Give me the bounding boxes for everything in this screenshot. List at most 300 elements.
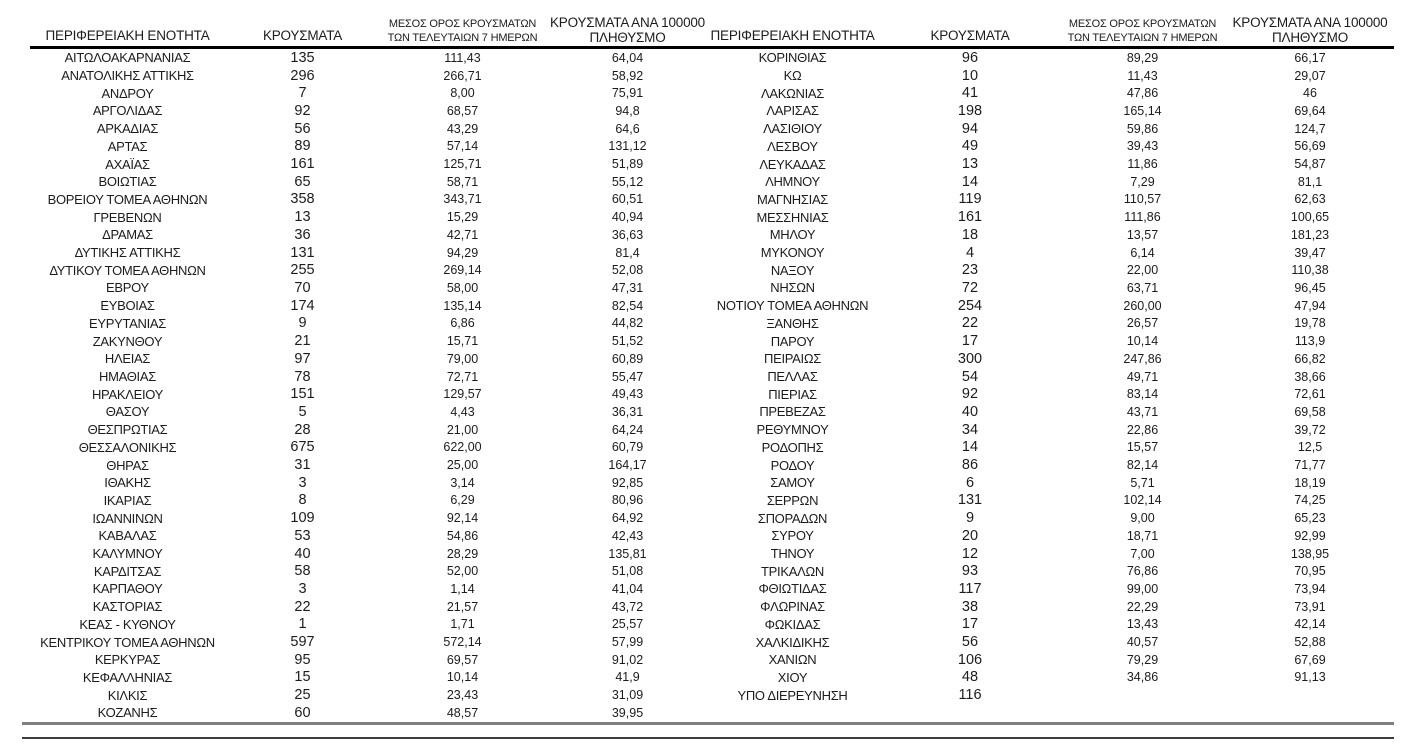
- avg7-cell: 22,29: [1126, 599, 1159, 614]
- per100k-cell: 47,31: [611, 280, 644, 295]
- avg7-cell: [1065, 686, 1220, 704]
- cases-cell: 86: [961, 457, 979, 474]
- region-cell: ΥΠΟ ΔΙΕΡΕΥΝΗΣΗ: [737, 687, 848, 703]
- region-cell: ΦΛΩΡΙΝΑΣ: [760, 599, 825, 615]
- avg7-cell: 63,71: [1126, 280, 1159, 295]
- region-cell: ΒΟΙΩΤΙΑΣ: [98, 174, 157, 190]
- cases-cell: 675: [290, 439, 315, 456]
- per100k-cell: 52,08: [611, 263, 644, 278]
- cases-cell: 1: [298, 616, 307, 633]
- avg7-cell: 247,86: [1123, 351, 1162, 366]
- cases-cell: 93: [961, 563, 979, 580]
- avg7-cell: 343,71: [443, 192, 482, 207]
- cases-cell: 597: [290, 634, 315, 651]
- per100k-cell: 36,31: [611, 404, 644, 419]
- region-cell: ΑΝΑΤΟΛΙΚΗΣ ΑΤΤΙΚΗΣ: [61, 68, 194, 84]
- avg7-cell: 10,14: [446, 670, 479, 685]
- cases-cell: 96: [961, 49, 979, 66]
- avg7-cell: 42,71: [446, 227, 479, 242]
- avg7-cell: [1065, 704, 1220, 722]
- region-cell: ΠΙΕΡΙΑΣ: [768, 386, 817, 402]
- region-cell: ΕΒΡΟΥ: [106, 280, 149, 296]
- per100k-cell: 72,61: [1294, 387, 1326, 402]
- cases-cell: 65: [294, 173, 311, 190]
- cases-cell: 23: [961, 262, 979, 279]
- avg7-cell: 11,43: [1127, 68, 1158, 83]
- cases-cell: 58: [294, 563, 311, 580]
- region-cell: ΑΧΑΪΑΣ: [105, 156, 150, 172]
- cases-cell: 54: [961, 368, 979, 385]
- per100k-cell: 31,09: [611, 688, 644, 703]
- header-avg7-left-line2: ΤΩΝ ΤΕΛΕΥΤΑΙΩΝ 7 ΗΜΕΡΩΝ: [387, 31, 538, 44]
- per100k-cell: 42,14: [1294, 617, 1326, 632]
- avg7-cell: 92,14: [446, 511, 479, 526]
- per100k-cell: 181,23: [1290, 227, 1330, 242]
- per100k-cell: 46: [1303, 86, 1317, 101]
- avg7-cell: 10,14: [1126, 334, 1159, 349]
- cases-cell: 6: [965, 474, 975, 491]
- cases-cell: 92: [294, 102, 311, 119]
- cases-cell: 358: [290, 191, 315, 208]
- per100k-cell: 64,04: [611, 50, 644, 65]
- cases-cell: 92: [961, 386, 979, 403]
- cases-cell: 56: [961, 634, 979, 651]
- cases-cell: 4: [965, 244, 975, 261]
- cases-cell: 40: [294, 545, 311, 562]
- avg7-cell: 6,14: [1130, 245, 1155, 260]
- region-cell: ΤΡΙΚΑΛΩΝ: [761, 563, 824, 579]
- region-cell: ΚΑΡΠΑΘΟΥ: [92, 581, 163, 597]
- region-cell: ΜΑΓΝΗΣΙΑΣ: [756, 191, 829, 207]
- avg7-cell: 54,86: [446, 528, 479, 543]
- avg7-cell: 6,86: [450, 316, 475, 331]
- avg7-cell: 72,71: [446, 369, 479, 384]
- cases-cell: 21: [294, 333, 311, 350]
- avg7-cell: 79,00: [446, 351, 479, 366]
- header-cases-right: ΚΡΟΥΣΜΑΤΑ: [930, 28, 1010, 43]
- per100k-cell: 54,87: [1294, 157, 1326, 172]
- per100k-cell: 91,13: [1294, 670, 1326, 685]
- cases-cell: 97: [294, 350, 311, 367]
- cases-cell: 38: [961, 598, 979, 615]
- per100k-cell: 74,25: [1294, 493, 1326, 508]
- cases-cell: 300: [957, 350, 983, 367]
- region-cell: ΛΗΜΝΟΥ: [765, 174, 820, 190]
- per100k-cell: 67,69: [1294, 652, 1326, 667]
- avg7-cell: 269,14: [443, 263, 482, 278]
- region-cell: ΚΑΡΔΙΤΣΑΣ: [93, 563, 162, 579]
- cases-cell: 89: [294, 138, 311, 155]
- per100k-cell: 81,1: [1297, 174, 1323, 189]
- per100k-cell: 70,95: [1294, 564, 1326, 579]
- avg7-cell: 18,71: [1126, 528, 1159, 543]
- region-cell: ΚΕΝΤΡΙΚΟΥ ΤΟΜΕΑ ΑΘΗΝΩΝ: [40, 634, 215, 650]
- per100k-cell: 49,43: [611, 387, 644, 402]
- per100k-cell: 41,04: [611, 581, 644, 596]
- avg7-cell: 68,57: [446, 103, 479, 118]
- per100k-cell: 55,47: [611, 369, 644, 384]
- cases-cell: 106: [957, 651, 983, 668]
- header-region-left: ΠΕΡΙΦΕΡΕΙΑΚΗ ΕΝΟΤΗΤΑ: [45, 28, 210, 43]
- header-per100k-left-line1: ΚΡΟΥΣΜΑΤΑ ΑΝΑ 100000: [550, 15, 705, 30]
- per100k-cell: 71,77: [1294, 458, 1326, 473]
- avg7-cell: 58,71: [446, 174, 479, 189]
- per100k-cell: 66,82: [1294, 351, 1326, 366]
- avg7-cell: 43,29: [446, 121, 479, 136]
- bottom-rule-1: [22, 722, 1394, 725]
- per100k-cell: 80,96: [611, 493, 644, 508]
- header-per100k-right-line2: ΠΛΗΘΥΣΜΟ: [1271, 30, 1349, 45]
- avg7-cell: 40,57: [1126, 635, 1159, 650]
- cases-cell: 15: [294, 669, 311, 686]
- avg7-cell: 82,14: [1126, 458, 1159, 473]
- region-cell: ΚΕΑΣ - ΚΥΘΝΟΥ: [79, 616, 176, 632]
- region-cell: ΕΥΒΟΙΑΣ: [100, 298, 155, 314]
- cases-cell: 25: [294, 687, 311, 704]
- per100k-cell: 52,88: [1294, 635, 1326, 650]
- cases-cell: 151: [290, 386, 315, 403]
- avg7-cell: 11,86: [1127, 157, 1158, 172]
- header-avg7-left: [380, 19, 545, 46]
- avg7-cell: 13,43: [1126, 617, 1159, 632]
- cases-cell: 60: [294, 704, 311, 721]
- region-cell: ΚΙΛΚΙΣ: [107, 687, 148, 703]
- cases-cell: 17: [961, 616, 979, 633]
- cases-cell: 34: [961, 421, 979, 438]
- region-cell: ΑΡΚΑΔΙΑΣ: [96, 121, 159, 137]
- region-cell: ΗΛΕΙΑΣ: [104, 351, 151, 367]
- cases-cell: 22: [961, 315, 979, 332]
- cases-cell: 9: [965, 510, 975, 527]
- cases-cell: 14: [961, 439, 979, 456]
- per100k-cell: 66,17: [1294, 50, 1326, 65]
- header-avg7-left-line1: ΜΕΣΟΣ ΟΡΟΣ ΚΡΟΥΣΜΑΤΩΝ: [388, 18, 537, 30]
- cases-cell: [875, 704, 1065, 722]
- per100k-cell: 91,02: [611, 652, 644, 667]
- per100k-cell: 51,52: [611, 334, 644, 349]
- avg7-cell: 110,57: [1123, 192, 1162, 207]
- cases-cell: 53: [294, 527, 311, 544]
- region-cell: ΡΟΔΟΥ: [770, 457, 815, 473]
- region-cell: [710, 704, 875, 722]
- cases-cell: 95: [294, 651, 311, 668]
- per100k-cell: 18,19: [1294, 475, 1326, 490]
- region-cell: ΧΑΛΚΙΔΙΚΗΣ: [755, 634, 830, 650]
- cases-cell: 161: [290, 156, 315, 173]
- avg7-cell: 7,00: [1130, 546, 1155, 561]
- region-cell: ΑΡΤΑΣ: [107, 138, 148, 154]
- avg7-cell: 111,43: [444, 50, 481, 65]
- avg7-cell: 83,14: [1126, 387, 1159, 402]
- cases-cell: 8: [298, 492, 307, 509]
- region-cell: ΞΑΝΘΗΣ: [766, 315, 819, 331]
- per100k-cell: 73,94: [1294, 581, 1326, 596]
- header-cases-left: ΚΡΟΥΣΜΑΤΑ: [262, 28, 343, 43]
- avg7-cell: 7,29: [1130, 174, 1155, 189]
- cases-cell: 14: [961, 173, 979, 190]
- cases-cell: 296: [290, 67, 315, 84]
- avg7-cell: 43,71: [1126, 404, 1159, 419]
- region-cell: ΘΗΡΑΣ: [106, 457, 149, 473]
- avg7-cell: 22,86: [1126, 422, 1159, 437]
- cases-cell: 49: [961, 138, 979, 155]
- cases-cell: 28: [294, 421, 311, 438]
- cases-cell: 7: [298, 85, 307, 102]
- per100k-cell: 69,58: [1294, 404, 1326, 419]
- region-cell: ΝΟΤΙΟΥ ΤΟΜΕΑ ΑΘΗΝΩΝ: [716, 298, 869, 314]
- per100k-cell: 29,07: [1294, 68, 1326, 83]
- region-cell: ΚΕΡΚΥΡΑΣ: [94, 652, 161, 668]
- avg7-cell: 260,00: [1123, 298, 1162, 313]
- region-cell: ΑΝΔΡΟΥ: [101, 85, 154, 101]
- cases-cell: 255: [290, 262, 315, 279]
- per100k-cell: 55,12: [611, 174, 644, 189]
- region-cell: ΝΑΞΟΥ: [770, 262, 815, 278]
- per100k-cell: 64,24: [611, 422, 644, 437]
- region-cell: ΤΗΝΟΥ: [770, 546, 815, 562]
- avg7-cell: 15,71: [446, 334, 479, 349]
- avg7-cell: 13,57: [1126, 227, 1159, 242]
- cases-cell: 3: [298, 580, 307, 597]
- cases-cell: 116: [958, 687, 982, 704]
- header-per100k-right-line1: ΚΡΟΥΣΜΑΤΑ ΑΝΑ 100000: [1232, 15, 1388, 30]
- avg7-cell: 1,14: [450, 581, 475, 596]
- bottom-rule-2: [22, 737, 1394, 739]
- region-cell: ΚΑΣΤΟΡΙΑΣ: [92, 599, 163, 615]
- avg7-cell: 69,57: [446, 652, 479, 667]
- region-cell: ΣΠΟΡΑΔΩΝ: [757, 510, 828, 526]
- per100k-cell: 82,54: [611, 298, 644, 313]
- region-cell: ΡΕΘΥΜΝΟΥ: [756, 422, 829, 438]
- per100k-cell: 60,89: [611, 351, 644, 366]
- cases-cell: 13: [294, 209, 311, 226]
- cases-cell: 198: [957, 102, 983, 119]
- region-cell: ΚΟΡΙΝΘΙΑΣ: [758, 50, 827, 66]
- per100k-cell: 42,43: [611, 528, 644, 543]
- header-avg7-right-line1: ΜΕΣΟΣ ΟΡΟΣ ΚΡΟΥΣΜΑΤΩΝ: [1068, 18, 1217, 30]
- per100k-cell: 135,81: [608, 546, 647, 561]
- region-cell: ΗΡΑΚΛΕΙΟΥ: [91, 386, 164, 402]
- per100k-cell: 131,12: [608, 139, 647, 154]
- avg7-cell: 8,00: [450, 86, 475, 101]
- avg7-cell: 622,00: [443, 440, 482, 455]
- avg7-cell: 15,57: [1126, 440, 1159, 455]
- cases-cell: 70: [294, 279, 311, 296]
- cases-cell: 18: [961, 226, 979, 243]
- avg7-cell: 129,57: [443, 387, 482, 402]
- avg7-cell: 125,71: [443, 157, 482, 172]
- per100k-cell: 110,38: [1291, 263, 1329, 278]
- avg7-cell: 57,14: [446, 139, 479, 154]
- per100k-cell: [1220, 704, 1400, 722]
- region-cell: ΕΥΡΥΤΑΝΙΑΣ: [88, 315, 167, 331]
- avg7-cell: 21,00: [446, 422, 479, 437]
- region-cell: ΘΕΣΠΡΩΤΙΑΣ: [87, 422, 168, 438]
- avg7-cell: 21,57: [446, 599, 479, 614]
- per100k-cell: 43,72: [611, 599, 644, 614]
- region-cell: ΚΑΒΑΛΑΣ: [98, 528, 157, 544]
- cases-cell: 254: [957, 297, 983, 314]
- cases-cell: 12: [961, 545, 979, 562]
- avg7-cell: 23,43: [446, 688, 479, 703]
- per100k-cell: 36,63: [611, 227, 644, 242]
- region-cell: ΚΩ: [783, 68, 802, 84]
- per100k-cell: 12,5: [1297, 440, 1323, 455]
- per100k-cell: 94,8: [615, 103, 640, 118]
- cases-cell: 31: [294, 457, 311, 474]
- region-cell: ΑΙΤΩΛΟΑΚΑΡΝΑΝΙΑΣ: [64, 50, 191, 66]
- avg7-cell: 99,00: [1126, 581, 1159, 596]
- per100k-cell: 40,94: [611, 210, 644, 225]
- cases-cell: 9: [298, 315, 307, 332]
- per100k-cell: 47,94: [1294, 298, 1326, 313]
- per100k-cell: 138,95: [1290, 546, 1330, 561]
- header-avg7-right: [1065, 19, 1220, 46]
- per100k-cell: 64,6: [615, 121, 640, 136]
- avg7-cell: 5,71: [1130, 475, 1155, 490]
- cases-cell: 161: [957, 209, 983, 226]
- per100k-cell: 64,92: [611, 511, 644, 526]
- region-cell: ΛΕΥΚΑΔΑΣ: [759, 156, 826, 172]
- cases-cell: 135: [290, 49, 315, 66]
- region-cell: ΛΑΣΙΘΙΟΥ: [763, 121, 822, 137]
- cases-cell: 117: [958, 580, 982, 597]
- region-cell: ΛΑΡΙΣΑΣ: [766, 103, 819, 119]
- cases-cell: 56: [294, 120, 311, 137]
- per100k-cell: 41,9: [615, 670, 640, 685]
- region-cell: ΔΥΤΙΚΟΥ ΤΟΜΕΑ ΑΘΗΝΩΝ: [49, 262, 206, 278]
- cases-cell: 41: [961, 85, 979, 102]
- avg7-cell: 59,86: [1126, 121, 1159, 136]
- cases-cell: 3: [298, 474, 307, 491]
- cases-cell: 20: [961, 527, 979, 544]
- region-cell: ΗΜΑΘΙΑΣ: [99, 369, 156, 384]
- avg7-cell: 15,29: [446, 210, 479, 225]
- avg7-cell: 1,71: [450, 617, 475, 632]
- header-per100k-left-line2: ΠΛΗΘΥΣΜΟ: [589, 30, 666, 45]
- cases-cell: 109: [290, 510, 315, 527]
- region-cell: ΒΟΡΕΙΟΥ ΤΟΜΕΑ ΑΘΗΝΩΝ: [47, 191, 208, 207]
- per100k-cell: 75,91: [611, 86, 644, 101]
- per100k-cell: 164,17: [608, 458, 647, 473]
- per100k-cell: 60,51: [611, 192, 644, 207]
- region-cell: ΠΡΕΒΕΖΑΣ: [759, 404, 826, 420]
- region-cell: ΣΑΜΟΥ: [770, 475, 815, 491]
- table-header-row: [30, 4, 1400, 46]
- region-cell: ΧΑΝΙΩΝ: [768, 652, 817, 668]
- cases-cell: 36: [294, 226, 311, 243]
- cases-cell: 40: [961, 403, 979, 420]
- per100k-cell: 60,79: [611, 440, 644, 455]
- per100k-cell: 100,65: [1290, 210, 1330, 225]
- per100k-cell: 44,82: [611, 316, 644, 331]
- region-cell: ΝΗΣΩΝ: [770, 280, 815, 296]
- per100k-cell: 38,66: [1294, 369, 1326, 384]
- avg7-cell: 26,57: [1126, 316, 1159, 331]
- per100k-cell: 56,69: [1294, 139, 1326, 154]
- per100k-cell: 25,57: [611, 617, 644, 632]
- avg7-cell: 135,14: [443, 298, 482, 313]
- region-cell: ΧΙΟΥ: [777, 669, 808, 685]
- avg7-cell: 52,00: [446, 564, 479, 579]
- per100k-cell: 73,91: [1294, 599, 1326, 614]
- per100k-cell: 69,64: [1294, 103, 1326, 118]
- region-cell: ΙΘΑΚΗΣ: [104, 475, 151, 491]
- region-cell: ΚΕΦΑΛΛΗΝΙΑΣ: [82, 669, 173, 685]
- per100k-cell: 62,63: [1294, 192, 1326, 207]
- region-cell: ΛΑΚΩΝΙΑΣ: [760, 85, 825, 101]
- avg7-cell: 3,14: [450, 475, 475, 490]
- region-cell: ΖΑΚΥΝΘΟΥ: [92, 333, 163, 349]
- cases-cell: 131: [290, 244, 315, 261]
- avg7-cell: 6,29: [450, 493, 475, 508]
- per100k-cell: 92,85: [611, 475, 644, 490]
- header-region-right: ΠΕΡΙΦΕΡΕΙΑΚΗ ΕΝΟΤΗΤΑ: [710, 28, 875, 43]
- region-cell: ΜΗΛΟΥ: [769, 227, 816, 243]
- region-cell: ΔΡΑΜΑΣ: [102, 227, 153, 243]
- per100k-cell: 65,23: [1294, 511, 1326, 526]
- avg7-cell: 58,00: [446, 280, 479, 295]
- region-cell: ΘΑΣΟΥ: [105, 404, 150, 420]
- header-per100k-right: [1220, 16, 1400, 46]
- avg7-cell: 79,29: [1126, 652, 1159, 667]
- per100k-cell: 124,7: [1294, 121, 1326, 136]
- avg7-cell: 39,43: [1126, 139, 1159, 154]
- table-body: [30, 49, 1400, 722]
- avg7-cell: 266,71: [443, 68, 482, 83]
- region-cell: ΛΕΣΒΟΥ: [767, 138, 818, 154]
- per100k-cell: 39,72: [1294, 422, 1326, 437]
- cases-cell: 48: [961, 669, 979, 686]
- region-cell: ΠΕΛΛΑΣ: [767, 369, 818, 384]
- cases-cell: 94: [961, 120, 979, 137]
- per100k-cell: 96,45: [1294, 280, 1326, 295]
- region-cell: ΙΩΑΝΝΙΝΩΝ: [92, 510, 163, 526]
- region-cell: ΦΘΙΩΤΙΔΑΣ: [758, 581, 827, 597]
- avg7-cell: 28,29: [446, 546, 479, 561]
- avg7-cell: 48,57: [446, 705, 479, 720]
- cases-cell: 17: [961, 333, 979, 350]
- region-cell: ΣΕΡΡΩΝ: [766, 492, 819, 508]
- avg7-cell: 9,00: [1130, 511, 1155, 526]
- per100k-cell: 58,92: [611, 68, 644, 83]
- per100k-cell: [1220, 686, 1400, 704]
- region-cell: ΡΟΔΟΠΗΣ: [761, 439, 824, 455]
- cases-cell: 5: [298, 403, 307, 420]
- cases-cell: 72: [961, 279, 979, 296]
- avg7-cell: 76,86: [1126, 564, 1159, 579]
- cases-cell: 119: [958, 191, 982, 208]
- region-cell: ΠΕΙΡΑΙΩΣ: [763, 351, 821, 367]
- region-cell: ΚΑΛΥΜΝΟΥ: [92, 546, 163, 562]
- cases-cell: 78: [294, 368, 311, 385]
- avg7-cell: 25,00: [446, 458, 479, 473]
- avg7-cell: 572,14: [443, 635, 482, 650]
- avg7-cell: 89,29: [1126, 50, 1159, 65]
- region-cell: ΣΥΡΟΥ: [771, 528, 814, 544]
- avg7-cell: 111,86: [1124, 210, 1161, 225]
- region-cell: ΜΥΚΟΝΟΥ: [760, 245, 825, 261]
- per100k-cell: 92,99: [1294, 528, 1326, 543]
- per100k-cell: 39,95: [611, 705, 644, 720]
- header-per100k-left: [545, 16, 710, 46]
- region-cell: ΘΕΣΣΑΛΟΝΙΚΗΣ: [78, 439, 177, 455]
- per100k-cell: 51,89: [611, 157, 644, 172]
- per100k-cell: 19,78: [1294, 316, 1326, 331]
- per100k-cell: 113,9: [1294, 334, 1326, 349]
- avg7-cell: 49,71: [1126, 369, 1159, 384]
- region-cell: ΜΕΣΣΗΝΙΑΣ: [756, 209, 829, 225]
